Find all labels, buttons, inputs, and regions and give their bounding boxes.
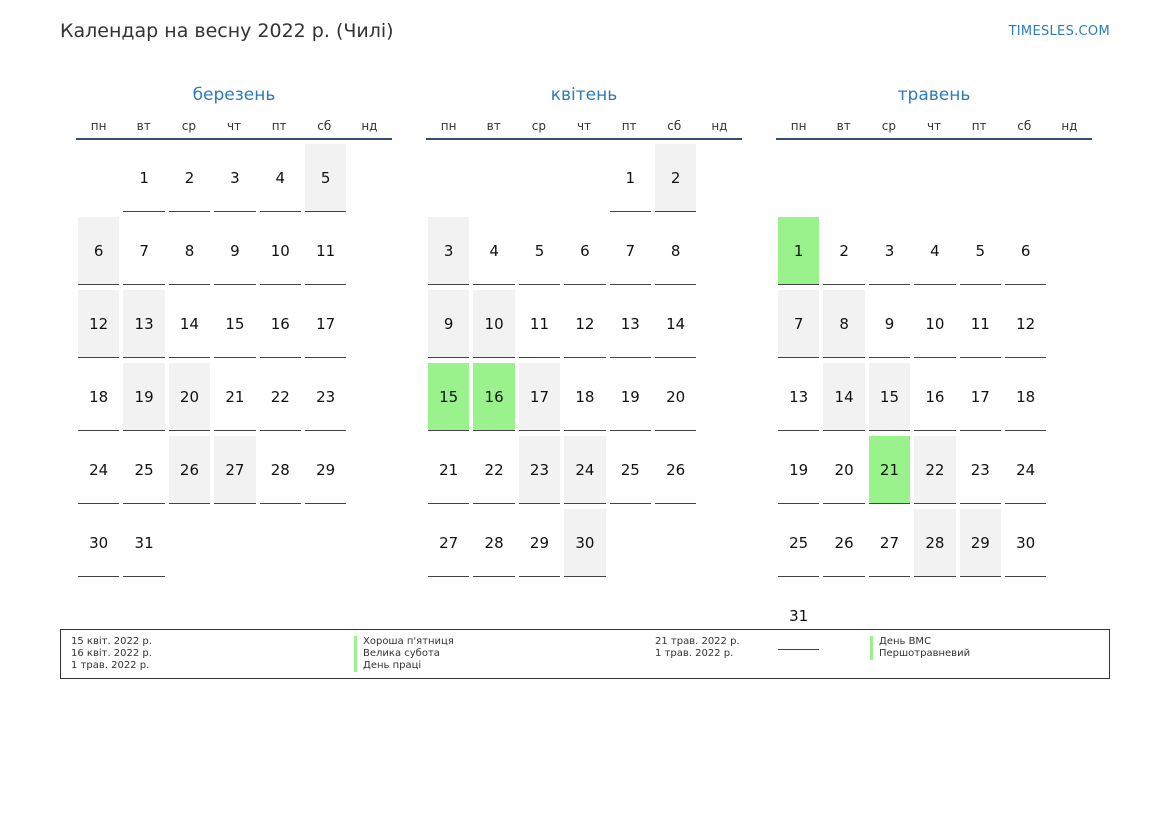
day-cell: 21	[214, 363, 255, 431]
day-cell: 28	[914, 509, 955, 577]
day-cell: 6	[564, 217, 605, 285]
day-cell: 8	[823, 290, 864, 358]
day-cell: 12	[78, 290, 119, 358]
weekday-label: вт	[836, 119, 851, 133]
day-cell: 24	[78, 436, 119, 504]
day-cell: 8	[655, 217, 696, 285]
legend-holiday-name: День праці	[354, 660, 454, 672]
day-cell: 28	[260, 436, 301, 504]
month-may	[776, 82, 1092, 655]
holiday-legend	[60, 629, 1110, 679]
empty-cell	[1005, 144, 1046, 212]
day-cell: 17	[305, 290, 346, 358]
day-cell: 10	[260, 217, 301, 285]
day-cell: 26	[655, 436, 696, 504]
month-name: квітень	[550, 85, 618, 105]
day-cell: 18	[564, 363, 605, 431]
weekday-label: пн	[90, 119, 107, 133]
legend-date: 1 трав. 2022 р.	[655, 648, 734, 659]
day-cell: 17	[519, 363, 560, 431]
empty-cell	[869, 144, 910, 212]
legend-date: 1 трав. 2022 р.	[71, 660, 150, 671]
legend-left-names	[354, 636, 454, 672]
day-cell-holiday: 16	[473, 363, 514, 431]
day-cell: 27	[214, 436, 255, 504]
day-cell: 23	[519, 436, 560, 504]
day-cell: 17	[960, 363, 1001, 431]
legend-date: 21 трав. 2022 р.	[655, 636, 740, 647]
weekday-header	[426, 112, 742, 140]
day-cell: 20	[655, 363, 696, 431]
site-link[interactable]: TIMESLES.COM	[1008, 24, 1110, 39]
day-cell: 18	[78, 363, 119, 431]
day-cell: 12	[564, 290, 605, 358]
day-cell: 2	[655, 144, 696, 212]
day-cell: 6	[1005, 217, 1046, 285]
day-cell: 4	[473, 217, 514, 285]
day-cell: 15	[214, 290, 255, 358]
weekday-label: сб	[667, 119, 682, 133]
day-cell: 7	[123, 217, 164, 285]
day-cell: 10	[914, 290, 955, 358]
page-title: Календар на весну 2022 р. (Чилі)	[60, 20, 394, 42]
day-cell: 9	[869, 290, 910, 358]
day-cell: 28	[473, 509, 514, 577]
day-cell: 25	[610, 436, 651, 504]
empty-cell	[823, 144, 864, 212]
day-cell: 31	[123, 509, 164, 577]
weekday-label: пн	[790, 119, 807, 133]
day-cell: 21	[428, 436, 469, 504]
day-cell: 9	[214, 217, 255, 285]
day-cell: 27	[428, 509, 469, 577]
weekday-header	[776, 112, 1092, 140]
month-name: травень	[897, 85, 971, 105]
empty-cell	[778, 144, 819, 212]
empty-cell	[519, 144, 560, 212]
legend-holiday-name: Першотравневий	[870, 648, 970, 660]
weekday-label: пн	[440, 119, 457, 133]
legend-right-names	[870, 636, 970, 660]
day-cell: 27	[869, 509, 910, 577]
day-cell: 14	[655, 290, 696, 358]
legend-holiday-name: Хороша п'ятниця	[354, 636, 454, 648]
weekday-label: пт	[271, 119, 287, 133]
day-cell: 31	[778, 582, 819, 650]
day-cell: 13	[778, 363, 819, 431]
day-cell: 11	[519, 290, 560, 358]
day-cell: 11	[305, 217, 346, 285]
weekday-label: чт	[576, 119, 592, 133]
legend-date: 16 квіт. 2022 р.	[71, 648, 152, 659]
day-cell: 14	[169, 290, 210, 358]
weekday-label: сб	[1017, 119, 1032, 133]
day-cell: 20	[823, 436, 864, 504]
day-cell: 16	[914, 363, 955, 431]
day-cell: 13	[123, 290, 164, 358]
day-cell: 24	[1005, 436, 1046, 504]
day-cell: 22	[914, 436, 955, 504]
day-cell: 30	[1005, 509, 1046, 577]
day-cell: 3	[428, 217, 469, 285]
day-cell: 23	[305, 363, 346, 431]
day-cell: 9	[428, 290, 469, 358]
weekday-label: вт	[486, 119, 501, 133]
weekday-label: чт	[926, 119, 942, 133]
day-grid	[776, 144, 1092, 655]
day-grid	[426, 144, 742, 582]
day-cell: 8	[169, 217, 210, 285]
weekday-label: чт	[226, 119, 242, 133]
empty-cell	[428, 144, 469, 212]
day-cell: 24	[564, 436, 605, 504]
day-cell: 4	[914, 217, 955, 285]
legend-holiday-name: День ВМС	[870, 636, 970, 648]
weekday-label: нд	[711, 119, 728, 133]
day-cell: 22	[473, 436, 514, 504]
weekday-label: ср	[531, 119, 546, 133]
day-cell: 22	[260, 363, 301, 431]
legend-right-dates	[655, 636, 740, 660]
day-cell: 29	[305, 436, 346, 504]
day-cell: 3	[214, 144, 255, 212]
day-cell: 19	[610, 363, 651, 431]
day-cell-holiday: 21	[869, 436, 910, 504]
weekday-label: сб	[317, 119, 332, 133]
day-cell: 10	[473, 290, 514, 358]
weekday-label: вт	[136, 119, 151, 133]
weekday-label: ср	[181, 119, 196, 133]
day-cell: 19	[123, 363, 164, 431]
day-grid	[76, 144, 392, 582]
day-cell: 7	[610, 217, 651, 285]
day-cell: 23	[960, 436, 1001, 504]
day-cell: 30	[78, 509, 119, 577]
day-cell: 7	[778, 290, 819, 358]
day-cell-holiday: 1	[778, 217, 819, 285]
legend-left-dates	[71, 636, 152, 672]
day-cell: 19	[778, 436, 819, 504]
day-cell: 4	[260, 144, 301, 212]
day-cell: 29	[519, 509, 560, 577]
empty-cell	[78, 144, 119, 212]
weekday-label: нд	[1061, 119, 1078, 133]
day-cell: 2	[169, 144, 210, 212]
day-cell: 13	[610, 290, 651, 358]
day-cell: 26	[823, 509, 864, 577]
weekday-label: нд	[361, 119, 378, 133]
empty-cell	[473, 144, 514, 212]
day-cell: 2	[823, 217, 864, 285]
empty-cell	[960, 144, 1001, 212]
month-april	[426, 82, 742, 582]
day-cell: 18	[1005, 363, 1046, 431]
day-cell: 15	[869, 363, 910, 431]
day-cell: 25	[123, 436, 164, 504]
day-cell: 1	[123, 144, 164, 212]
day-cell: 5	[305, 144, 346, 212]
legend-date: 15 квіт. 2022 р.	[71, 636, 152, 647]
day-cell: 14	[823, 363, 864, 431]
day-cell: 26	[169, 436, 210, 504]
day-cell: 25	[778, 509, 819, 577]
empty-cell	[564, 144, 605, 212]
day-cell: 29	[960, 509, 1001, 577]
weekday-label: пт	[621, 119, 637, 133]
month-march	[76, 82, 392, 582]
day-cell-holiday: 15	[428, 363, 469, 431]
weekday-header	[76, 112, 392, 140]
day-cell: 12	[1005, 290, 1046, 358]
legend-holiday-name: Велика субота	[354, 648, 454, 660]
month-name: березень	[192, 85, 276, 105]
day-cell: 1	[610, 144, 651, 212]
day-cell: 5	[519, 217, 560, 285]
day-cell: 20	[169, 363, 210, 431]
weekday-label: ср	[881, 119, 896, 133]
day-cell: 3	[869, 217, 910, 285]
day-cell: 30	[564, 509, 605, 577]
day-cell: 11	[960, 290, 1001, 358]
day-cell: 5	[960, 217, 1001, 285]
empty-cell	[914, 144, 955, 212]
day-cell: 16	[260, 290, 301, 358]
day-cell: 6	[78, 217, 119, 285]
weekday-label: пт	[971, 119, 987, 133]
